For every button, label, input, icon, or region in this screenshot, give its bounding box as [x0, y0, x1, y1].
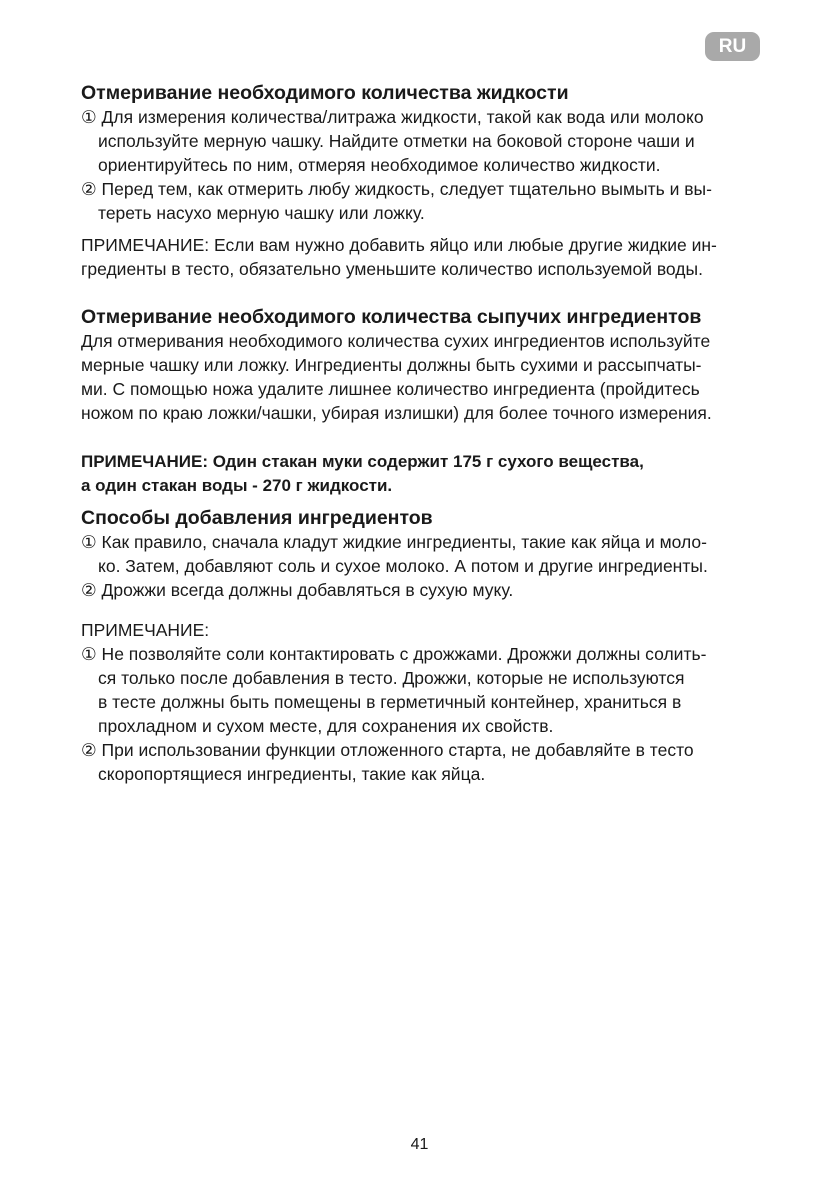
text-line: ① Как правило, сначала кладут жидкие ингредиенты, такие как яйца и моло- [81, 532, 707, 552]
note-line: в тесте должны быть помещены в герметичный контейнер, храниться в [98, 692, 682, 712]
bold-note-line: а один стакан воды - 270 г жидкости. [81, 476, 393, 495]
language-badge: RU [705, 32, 760, 61]
text-line: ① Для измерения количества/литража жидкости, такой как вода или молоко [81, 107, 704, 127]
text-line: мерные чашку или ложку. Ингредиенты должны быть сухими и рассыпчаты- [81, 355, 702, 375]
note-line: ся только после добавления в тесто. Дрожжи, которые не используются [98, 668, 685, 688]
text-line: ми. С помощью ножа удалите лишнее количество ингредиента (пройдитесь [81, 379, 700, 399]
note-line: ② При использовании функции отложенного старта, не добавляйте в тесто [81, 740, 694, 760]
note-line: гредиенты в тесто, обязательно уменьшите количество используемой воды. [81, 259, 703, 279]
section-heading-adding: Способы добавления ингредиентов [81, 507, 433, 529]
text-line: ко. Затем, добавляют соль и сухое молоко. А потом и другие ингредиенты. [98, 556, 708, 576]
section-heading-dry: Отмеривание необходимого количества сыпучих ингредиентов [81, 306, 702, 328]
text-line: Для отмеривания необходимого количества сухих ингредиентов используйте [81, 331, 711, 351]
note-line: ПРИМЕЧАНИЕ: Если вам нужно добавить яйцо или любые другие жидкие ин- [81, 235, 717, 255]
text-line: ножом по краю ложки/чашки, убирая излишки) для более точного измерения. [81, 403, 712, 423]
text-line: ② Дрожжи всегда должны добавляться в сухую муку. [81, 580, 514, 600]
note-line: скоропортящиеся ингредиенты, такие как яйца. [98, 764, 486, 784]
note-line: прохладном и сухом месте, для сохранения их свойств. [98, 716, 554, 736]
text-line: тереть насухо мерную чашку или ложку. [98, 203, 425, 223]
section-heading-liquids: Отмеривание необходимого количества жидкости [81, 82, 569, 104]
text-line: ② Перед тем, как отмерить любу жидкость, следует тщательно вымыть и вы- [81, 179, 712, 199]
text-line: используйте мерную чашку. Найдите отметки на боковой стороне чаши и [98, 131, 695, 151]
text-line: ориентируйтесь по ним, отмеряя необходимое количество жидкости. [98, 155, 661, 175]
bold-note-line: ПРИМЕЧАНИЕ: Один стакан муки содержит 175 г сухого вещества, [81, 452, 644, 471]
note-line: ① Не позволяйте соли контактировать с дрожжами. Дрожжи должны солить- [81, 644, 707, 664]
note-label: ПРИМЕЧАНИЕ: [81, 620, 210, 640]
page-number: 41 [410, 1136, 429, 1153]
